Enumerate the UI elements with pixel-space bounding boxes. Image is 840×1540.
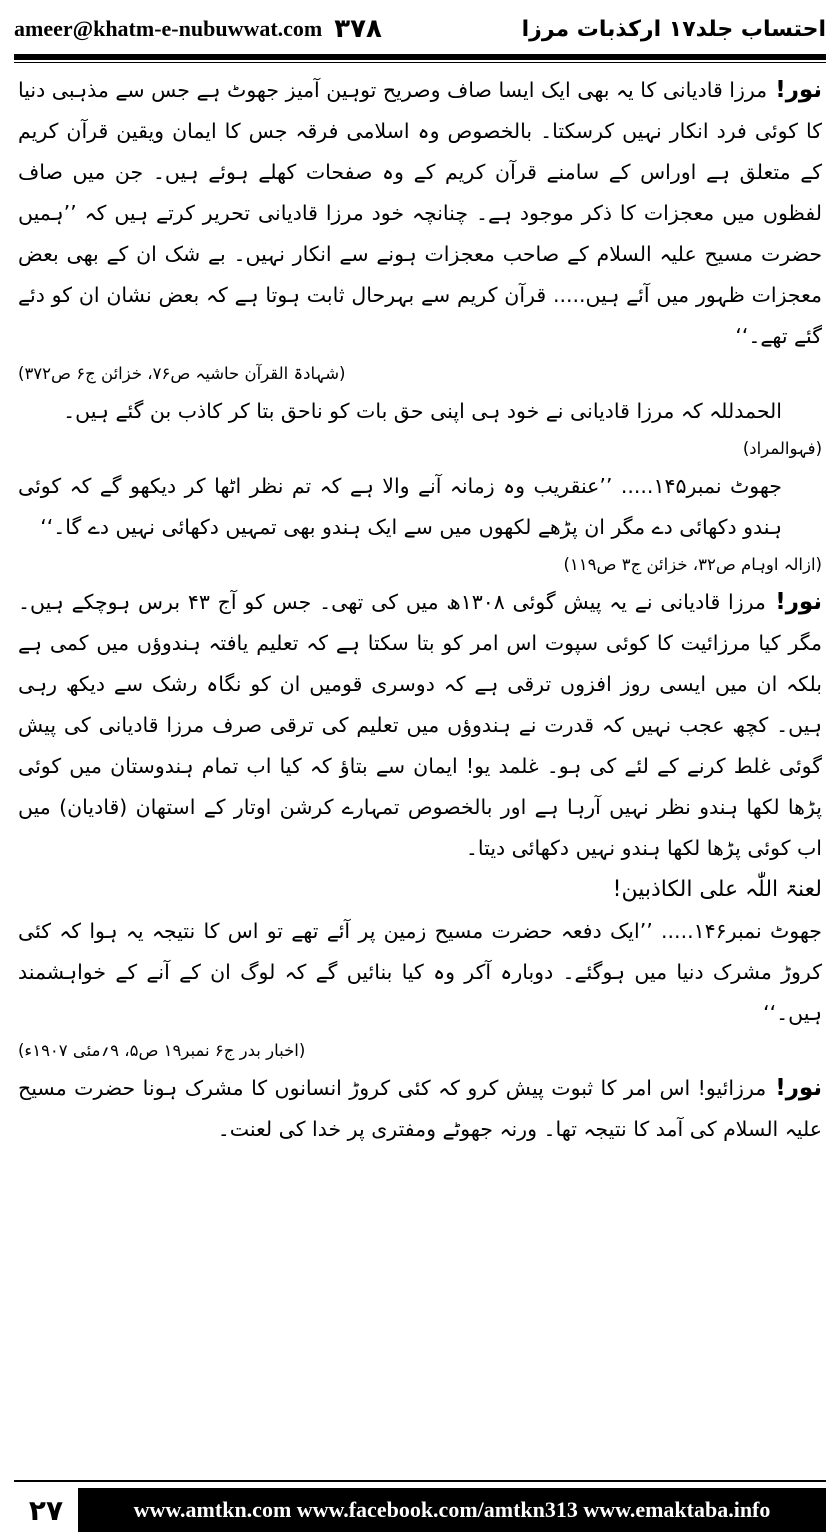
paragraph-5-lead: جھوٹ نمبر۱۴۶..... [652,919,822,943]
reference-4: (اخبار بدر ج۶ نمبر۱۹ ص۵، ۹؍مئی ۱۹۰۷ء) [18,1041,306,1060]
paragraph-4-lead: نور! [765,589,822,615]
paragraph-6-lead: نور! [766,1075,822,1101]
paragraph-2: الحمدللہ کہ مرزا قادیانی نے خود ہی اپنی حق بات کو ناحق بتا کر کاذب بن گئے ہیں۔ [63,399,782,423]
paragraph-1-lead: نور! [767,77,822,103]
paragraph-3 [18,466,822,548]
footer-links: www.amtkn.com www.facebook.com/amtkn313 www.emaktaba.info [78,1488,826,1532]
header-rule-thick [14,54,826,60]
paragraph-6 [18,1068,822,1150]
header-page-number: ۳۷۸ [334,14,382,44]
footer-rule [14,1480,826,1482]
header-left-group [14,14,382,44]
header-rule-thin [14,62,826,63]
page-footer [14,1488,826,1532]
paragraph-4-text: مرزا قادیانی نے یہ پیش گوئی ۱۳۰۸ھ میں کی تھی۔ جس کو آج ۴۳ برس ہوچکے ہیں۔ مگر کیا مرزائیت کا کوئی سپوت اس امر کو بتا سکتا ہے کہ تعلیم یافتہ ہندوؤں میں کمی ہے بلکہ ان میں ایسی روز افزوں ترقی ہے کہ دوسری قومیں ان کو نگاہ رشک سے دیکھ رہی ہیں۔ کچھ عجب نہیں کہ قدرت نے ہندوؤں میں تعلیم کی ترقی صرف مرزا قادیانی کی پیش گوئی غلط کرنے کے لئے کی ہو۔ غلمد یو! ایمان سے بتاؤ کہ کیا اب تمام ہندوستان میں کوئی پڑھا لکھا ہندو نظر نہیں آرہا ہے اور بالخصوص تمہارے کرشن اوتار کے استھان (قادیان) میں اب کوئی پڑھا لکھا ہندو نہیں دکھائی دیتا۔ [18,590,822,860]
reference-2: (فہوالمراد) [742,439,822,458]
paragraph-1-text: مرزا قادیانی کا یہ بھی ایک ایسا صاف وصریح توہین آمیز جھوٹ ہے جس سے مذہبی دنیا کا کوئی فرد انکار نہیں کرسکتا۔ بالخصوص وہ اسلامی فرقہ جس کا ایمان ویقین قرآن کریم کے متعلق ہے اوراس کے سامنے قرآن کریم کے وہ صفحات کھلے ہوئے ہیں۔ جن میں صاف لفظوں میں معجزات کا ذکر موجود ہے۔ چنانچہ خود مرزا قادیانی تحریر کرتے ہیں کہ ’’ہمیں حضرت مسیح علیہ السلام کے صاحب معجزات ہونے سے انکار نہیں۔ بے شک ان کے بھی بعض معجزات ظہور میں آئے ہیں..... قرآن کریم سے بہرحال ثابت ہوتا ہے کہ بعض نشان ان کو دئے گئے تھے۔‘‘ [18,78,822,348]
paragraph-4 [18,582,822,869]
paragraph-3-text: ’’عنقریب وہ زمانہ آنے والا ہے کہ تم نظر اٹھا کر دیکھو گے کہ کوئی ہندو دکھائی دے مگر ان پڑھے لکھوں میں سے ایک ہندو بھی تمہیں دکھائی نہیں دے گا۔‘‘ [18,474,782,539]
reference-3: (ازالہ اوہام ص۳۲، خزائن ج۳ ص۱۱۹) [563,555,822,574]
paragraph-3-lead: جھوٹ نمبر۱۴۵..... [612,474,782,498]
paragraph-5 [18,911,822,1034]
reference-1: (شہادۃ القرآن حاشیہ ص۷۶، خزائن ج۶ ص۳۷۲) [18,364,346,383]
footer-page-number: ۲۷ [14,1488,78,1532]
paragraph-5-text: ’’ایک دفعہ حضرت مسیح زمین پر آئے تھے تو اس کا نتیجہ یہ ہوا کہ کئی کروڑ مشرک دنیا میں ہوگئے۔ دوبارہ آکر وہ کیا بنائیں گے کہ لوگ ان کے آنے کے خواہشمند ہیں۔‘‘ [18,919,822,1025]
paragraph-6-text: مرزائیو! اس امر کا ثبوت پیش کرو کہ کئی کروڑ انسانوں کا مشرک ہونا حضرت مسیح علیہ السلام کی آمد کا نتیجہ تھا۔ ورنہ جھوٹے ومفتری پر خدا کی لعنت۔ [18,1076,822,1141]
header-book-title: احتساب جلد۱۷ ارکذبات مرزا [521,16,826,42]
page-body [18,70,822,1465]
paragraph-1 [18,70,822,357]
header-email: ameer@khatm-e-nubuwwat.com [14,16,323,41]
page-header [14,8,826,50]
curse-line: لعنۃ اللّٰہ علی الکاذبین! [612,877,822,902]
